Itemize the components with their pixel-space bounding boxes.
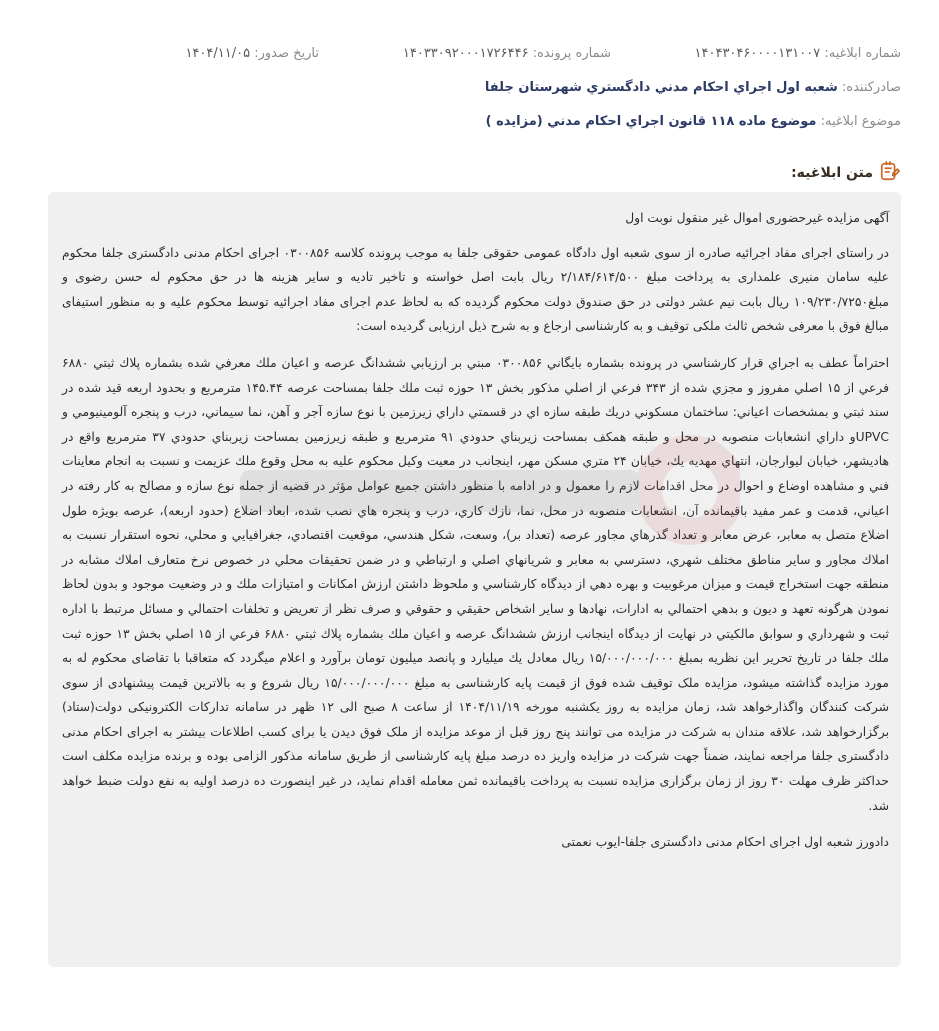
- issue-date-label: تاریخ صدور:: [254, 46, 319, 61]
- case-number: [403, 46, 611, 61]
- subject-row: [0, 114, 939, 129]
- notice-number: [695, 46, 901, 61]
- issue-date: [185, 46, 319, 61]
- document-edit-icon: [879, 160, 901, 186]
- issue-date-value: ۱۴۰۴/۱۱/۰۵: [185, 46, 251, 61]
- case-number-label: شماره پرونده:: [532, 46, 611, 61]
- issuer-label: صادرکننده:: [841, 80, 901, 95]
- notice-signature: دادورز شعبه اول اجرای احکام مدنی دادگستری جلفا-ایوب نعمتی: [561, 835, 889, 850]
- notice-body: [48, 192, 901, 967]
- notice-number-value: ۱۴۰۴۳۰۴۶۰۰۰۰۱۳۱۰۰۷: [694, 46, 821, 61]
- body-title-label: متن ابلاغیه:: [791, 165, 873, 181]
- notice-paragraph-1: در راستای اجرای مفاد اجرائیه صادره از سوی شعبه اول دادگاه عمومی حقوقی جلفا به موجب پرونده کلاسه ۰۳۰۰۸۵۶ اجرای احکام مدنی دادگستری جلفا محکوم علیه سامان منیری علمداری به پرداخت مبلغ ۲/۱۸۴/۶۱۴/۵۰۰ ریال بابت اصل خواسته و تاخیر تادیه و سایر هزینه ها در حق محکوم له حسن رضوی و مبلغ۱۰۹/۲۳۰/۷۲۵۰ ریال بابت نیم عشر دولتی در حق صندوق دولت محکوم گردیده که به لحاظ عدم اجرای مفاد اجرائیه توسط محکوم علیه و به منظور استیفای مبالغ فوق با معرفی شخص ثالث ملکی توقیف و به کارشناسی ارجاع و به شرح ذیل ارزیابی گردیده است:: [62, 245, 890, 334]
- notice-number-label: شماره ابلاغیه:: [824, 46, 901, 61]
- case-number-value: ۱۴۰۳۳۰۹۲۰۰۰۱۷۲۶۴۴۶: [402, 46, 529, 61]
- notice-heading: آگهی مزایده غیرحضوری اموال غیر منقول نوبت اول: [625, 211, 889, 225]
- issuer-row: [0, 80, 939, 95]
- subject-value: موضوع ماده ۱۱۸ قانون اجراي احكام مدني (مزايده ): [485, 114, 817, 129]
- meta-row-numbers: [0, 46, 939, 66]
- subject-label: موضوع ابلاغیه:: [820, 114, 901, 129]
- body-title: [791, 160, 901, 186]
- notice-paragraph-2: احتراماً عطف به اجراي قرار كارشناسي در پرونده بشماره بايگاني ۰۳۰۰۸۵۶ مبني بر ارزيابي ششدانگ عرصه و اعيان ملك معرفي شده بشماره پلاك ثبتي ۶۸۸۰ فرعي از ۱۵ اصلي مفروز و مجزي شده از ۳۴۳ فرعي از اصلي مذكور بخش ۱۳ حوزه ثبت ملك جلفا بمساحت عرصه ۱۴۵.۴۴ مترمربع و بحدود اربعه قيد شده در سند ثبتي و بمشخصات اعياني: ساختمان مسكوني دريك طبقه سازه اي در قسمتي داراي زيرزمين با نوع سازه آجر و آهن، نما سيماني، درب و پنجره آلومينيومي و UPVCو داراي انشعابات منصوبه در محل و طبقه همكف بمساحت زيربناي حدودي ۹۱ مترمربع و طبقه زيرزمين بمساحت زيربناي حدودي ۳۷ مترمربع واقع در هادیشهر، خيابان ليوارجان، انتهاي مهديه يك، خيابان ۲۴ متري مسكن مهر، اينجانب در معيت وكيل محكوم عليه به محل وقوع ملك عزيمت و نسبت به انجام معاينات فني و مشاهده اوضاع و احوال در محل اقدامات لازم را معمول و در ادامه با منظور داشتن جميع عوامل مؤثر در قضيه از جمله نوع سازه و مصالح به كار رفته در اعياني، قدمت و عمر مفيد باقيمانده آن، انشعابات منصوبه در محل، نما، نازك كاري، درب و پنجره هاي نصب شده، ابعاد اضلاع (حدود اربعه)، عرصه بويژه طول اضلاع متصل به معابر، عرض معابر و تعداد گذرهاي مجاور عرصه (تعداد بر)، وسعت، شكل هندسي، موقعيت اقتصادي، جغرافيايي و محلي، نحوه استقرار نسبت به املاك مجاور و ساير مناطق مختلف شهري، دسترسي به معابر و شريانهاي اصلي و ارتباطي و در ضمن تحقيقات محلي در خصوص نرخ متعارف املاك مشابه در منطقه جهت استخراج قيمت و ميزان مرغوبيت و بهره دهي از ديدگاه كارشناسي و ملحوظ داشتن ارزش امكانات و امتيازات ملك و در وضعيت موجود و بدون لحاظ نمودن هرگونه تعهد و ديون و بدهي احتمالي به ادارات، نهادها و ساير اشخاص حقيقي و حقوقي و صرف نظر از تعريض و تخلفات احتمالي و مسائل مرتبط با اداره ثبت و شهرداري و سوابق مالكيتي در نهايت از ديدگاه اينجانب ارزش ششدانگ عرصه و اعيان ملك بشماره پلاك ثبتي ۶۸۸۰ فرعي از ۱۵ اصلي بخش ۱۳ حوزه ثبت ملك جلفا در تاريخ تحرير اين نظريه بمبلغ ۱۵/۰۰۰/۰۰۰/۰۰۰ ريال معادل يك ميليارد و پانصد ميليون تومان برآورد و اعلام ميگردد که متعاقبا با تقاضای محکوم له به مورد مزایده گذاشته میشود، مزایده ملک توقیف شده فوق از قیمت پایه کارشناسی به مبلغ ۱۵/۰۰۰/۰۰۰/۰۰۰ ریال شروع و به بالاترین قیمت پیشنهادی از سوی شرکت کنندگان واگذارخواهد شد، زمان مزایده به روز یکشنبه مورخه ۱۴۰۴/۱۱/۱۹ از ساعت ۸ صبح الی ۱۲ ظهر در سامانه تداركات الكترونيكی دولت(ستاد) برگزارخواهد شد، علاقه مندان به شرکت در مزایده می توانند پنج روز قبل از موعد مزایده از ملک فوق دیدن یا برای کسب اطلاعات بیشتر به اجرای احکام مدنی دادگستری جلفا مراجعه نمایند، ضمناً جهت شرکت در مزایده واریز ده درصد مبلغ پایه کارشناسی از طریق سامانه مذکور الزامی بوده و برنده مزایده مکلف است حداکثر ظرف مهلت ۳۰ روز از زمان برگزاری مزایده نسبت به پرداخت باقیمانده ثمن معامله اقدام نماید، در غیر اینصورت ده درصد اولیه به نفع دولت ضبط خواهد شد.: [62, 355, 890, 813]
- issuer-value: شعبه اول اجراي احكام مدني دادگستري شهرستان جلفا: [484, 80, 838, 95]
